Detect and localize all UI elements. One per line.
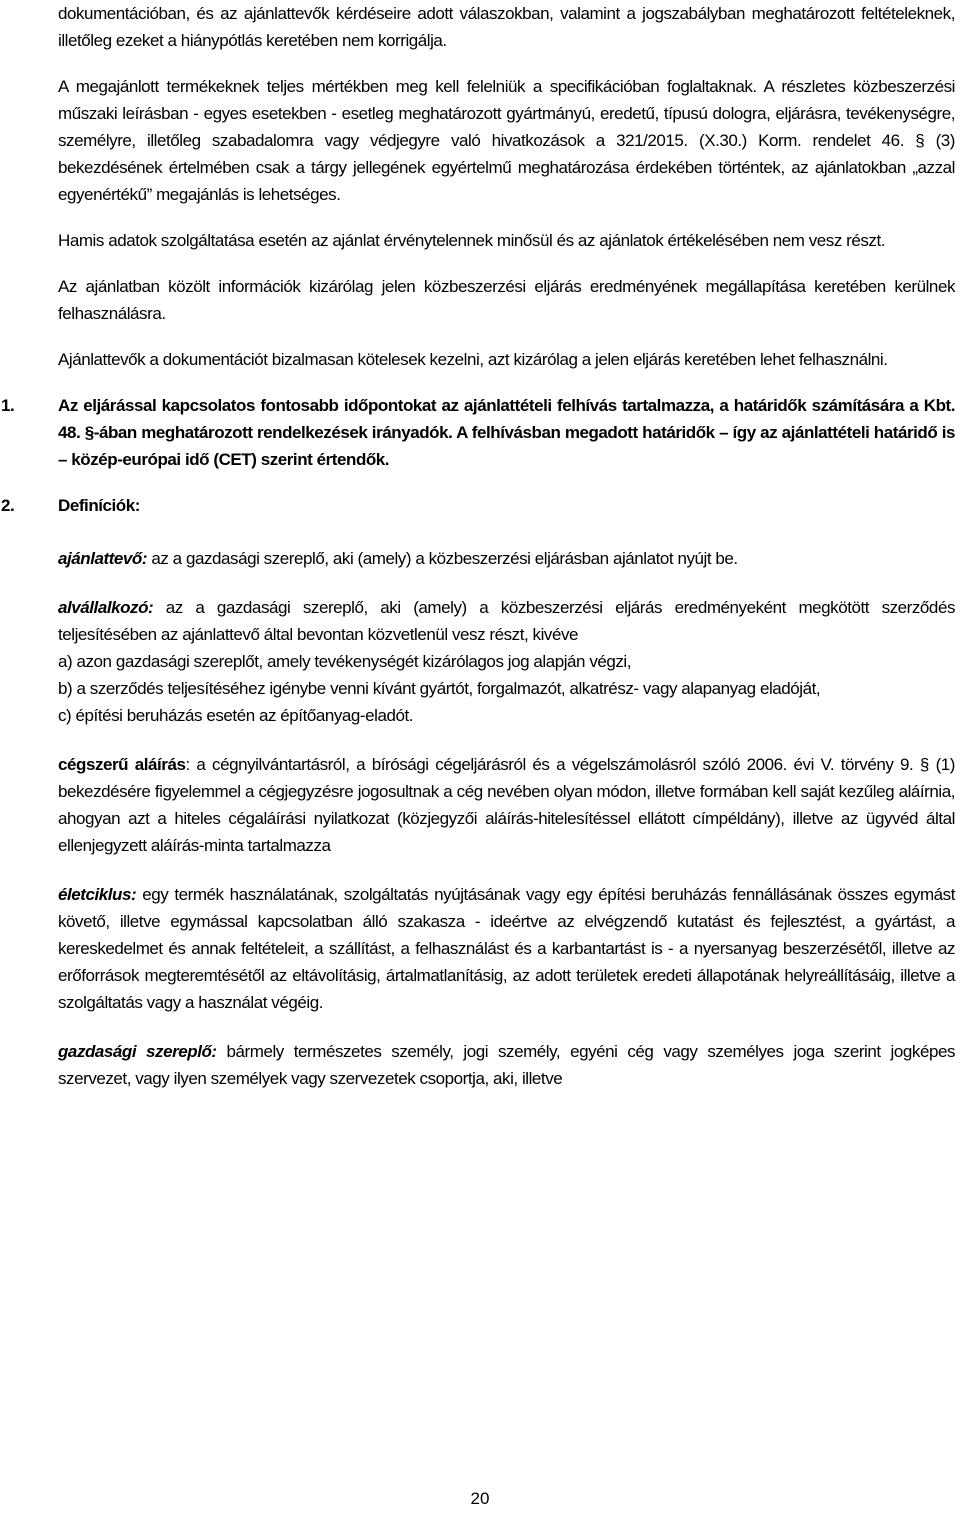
definition-term: életciklus: xyxy=(58,885,137,904)
definition-cegszeru-alairas xyxy=(58,751,955,859)
definition-sub-a: a) azon gazdasági szereplőt, amely tevékenységét kizárólagos jog alapján végzi, xyxy=(58,652,632,671)
numbered-item-1 xyxy=(1,392,955,473)
paragraph-information-use: Az ajánlatban közölt információk kizárólag jelen közbeszerzési eljárás eredményének megállapítása keretében kerülnek felhasználásra. xyxy=(58,277,955,323)
item-text: Az eljárással kapcsolatos fontosabb időpontokat az ajánlattételi felhívás tartalmazza, a határidők számítására a Kbt. 48. §-ában meghatározott rendelkezések irányadók. A felhívásban megadott határidők – így az ajánlattételi határidő is – közép-európai idő (CET) szerint értendők. xyxy=(58,396,955,469)
definition-text: : a cégnyilvántartásról, a bírósági cégeljárásról és a végelszámolásról szóló 2006. évi V. törvény 9. § (1) bekezdésére figyelemmel a cégjegyzésre jogosultnak a cég nevében olyan módon, illetve formában kell saját kezűleg aláírnia, ahogyan azt a hiteles cégaláírási nyilatkozat (közjegyzői aláírás-hitelesítéssel ellátott címpéldány), illetve az ügyvéd által ellenjegyzett aláírás-minta tartalmazza xyxy=(58,755,955,855)
paragraph-specification: A megajánlott termékeknek teljes mértékben meg kell felelniük a specifikációban foglaltaknak. A részletes közbeszerzési műszaki leírásban - egyes esetekben - esetleg meghatározott gyártmányú, eredetű, típusú dologra, eljárásra, tevékenységre, személyre, illetőleg szabadalomra vagy védjegyre való hivatkozások a 321/2015. (X.30.) Korm. rendelet 46. § (3) bekezdésének értelmében csak a tárgy jellegének egyértelmű meghatározása érdekében történtek, az ajánlatokban „azzal egyenértékű” megajánlás is lehetséges. xyxy=(58,77,955,204)
definition-term: cégszerű aláírás xyxy=(58,755,186,774)
paragraph-documentation: dokumentációban, és az ajánlattevők kérdéseire adott válaszokban, valamint a jogszabályban meghatározott feltételeknek, illetőleg ezeket a hiánypótlás keretében nem korrigálja. xyxy=(58,4,955,50)
definition-text: az a gazdasági szereplő, aki (amely) a közbeszerzési eljárás eredményeként megkötött szerződés teljesítésében az ajánlattevő által bevontan közvetlenül vesz részt, kivéve xyxy=(58,598,955,644)
definition-text: egy termék használatának, szolgáltatás nyújtásának vagy egy építési beruházás fennállásának összes egymást követő, illetve egymással kapcsolatban álló szakasza - ideértve az elvégzendő kutatást és fejlesztést, a gyártást, a kereskedelmet és annak feltételeit, a szállítást, a felhasználást és a karbantartást is - a nyersanyag beszerzésétől, illetve az erőforrások megteremtésétől az eltávolításig, ártalmatlanításig, az adott területek eredeti állapotának helyreállításáig, illetve a szolgáltatás vagy a használat végéig. xyxy=(58,885,955,1012)
definition-sub-b: b) a szerződés teljesítéséhez igénybe venni kívánt gyártót, forgalmazót, alkatrész- vagy alapanyag eladóját, xyxy=(58,679,821,698)
definition-text: bármely természetes személy, jogi személy, egyéni cég vagy személyes joga szerint jogképes szervezet, vagy ilyen személyek vagy szervezetek csoportja, aki, illetve xyxy=(58,1042,956,1088)
definition-alvallalkozo xyxy=(58,594,955,648)
item-number: 1. xyxy=(1,396,15,415)
definition-text: az a gazdasági szereplő, aki (amely) a közbeszerzési eljárásban ajánlatot nyújt be. xyxy=(147,549,738,568)
definition-term: gazdasági szereplő: xyxy=(58,1042,217,1061)
numbered-item-2 xyxy=(1,492,955,519)
definition-term: alvállalkozó: xyxy=(58,598,154,617)
paragraph-false-data: Hamis adatok szolgáltatása esetén az ajánlat érvénytelennek minősül és az ajánlatok értékelésében nem vesz részt. xyxy=(58,231,886,250)
paragraph-confidentiality: Ajánlattevők a dokumentációt bizalmasan kötelesek kezelni, azt kizárólag a jelen eljárás keretében lehet felhasználni. xyxy=(58,350,888,369)
document-page xyxy=(1,0,956,1092)
section-title: Definíciók: xyxy=(58,496,140,515)
definition-term: ajánlattevő: xyxy=(58,549,148,568)
page-number: 20 xyxy=(470,1489,490,1508)
definition-gazdasagi-szereplo xyxy=(58,1038,955,1092)
definition-sub-c: c) építési beruházás esetén az építőanyag-eladót. xyxy=(58,706,414,725)
definition-eletciklus xyxy=(58,881,955,1016)
definition-ajanlattevo xyxy=(58,545,955,572)
item-number: 2. xyxy=(1,496,15,515)
